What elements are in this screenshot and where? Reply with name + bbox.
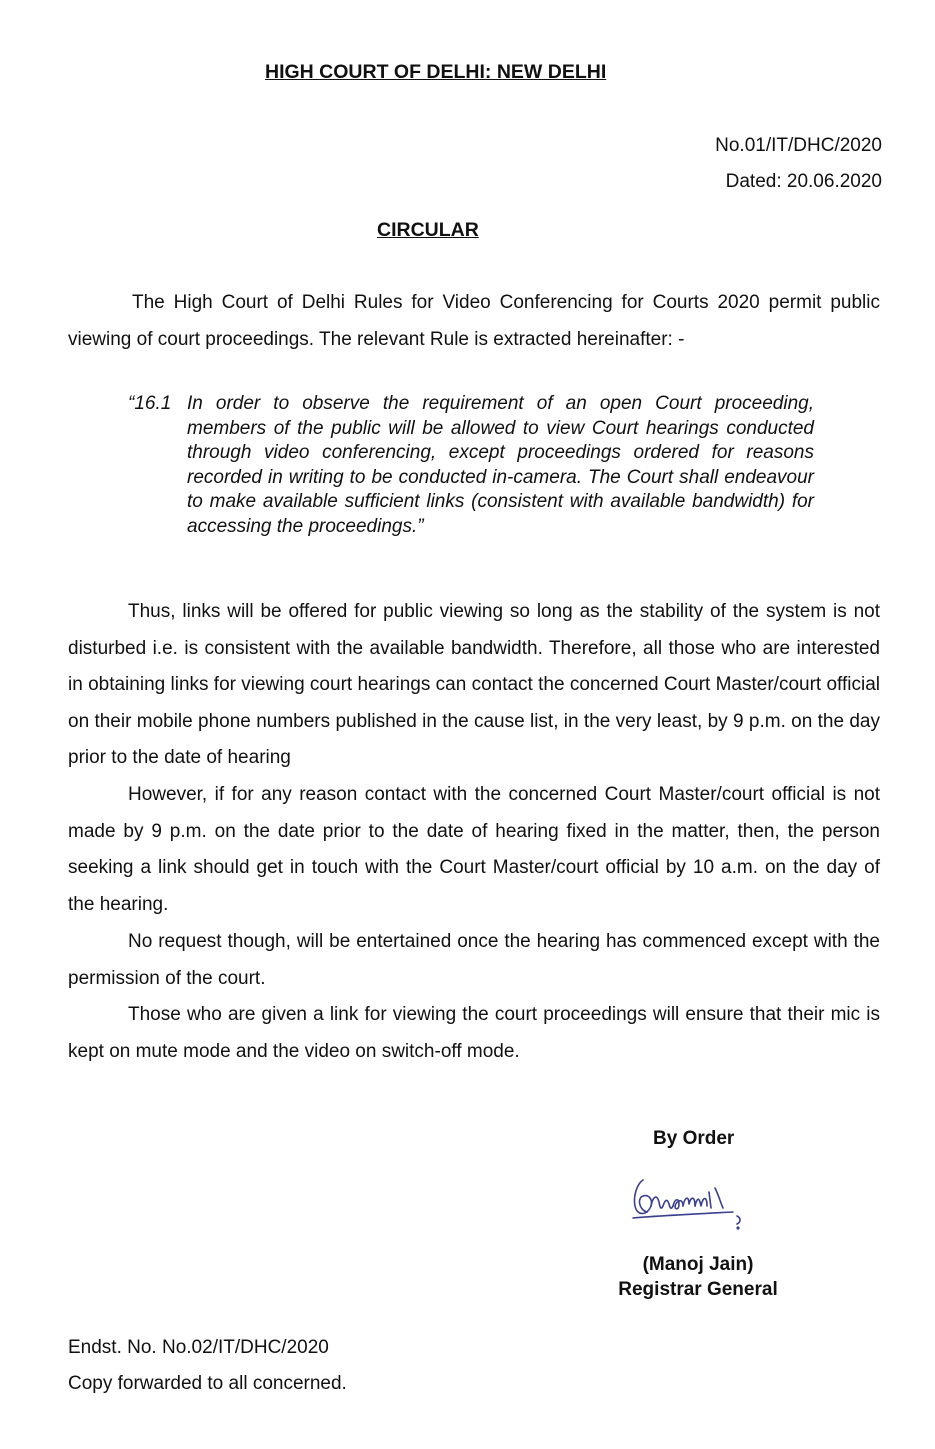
signatory-designation: Registrar General [618, 1279, 778, 1300]
rule-quote [128, 392, 814, 539]
intro-paragraph: The High Court of Delhi Rules for Video Conferencing for Courts 2020 permit public viewing of court proceedings. The relevant Rule is extracted hereinafter: - [68, 292, 880, 350]
endorsement-number: Endst. No. No.02/IT/DHC/2020 [68, 1337, 329, 1358]
copy-forwarded-note: Copy forwarded to all concerned. [68, 1373, 347, 1394]
body-paragraph-4: Those who are given a link for viewing the court proceedings will ensure that their mic is kept on mute mode and the video on switch-off mode. [68, 1004, 880, 1062]
endorsement-block [68, 1330, 347, 1402]
circular-date: Dated: 20.06.2020 [725, 171, 882, 192]
signatory-block [598, 1252, 798, 1302]
body-paragraph-2: However, if for any reason contact with the concerned Court Master/court official is not made by 9 p.m. on the date prior to the date of hearing fixed in the matter, then, the person seeking a link should get in touch with the Court Master/court official by 10 a.m. on the day of the hearing. [68, 784, 880, 915]
by-order-label: By Order [653, 1128, 735, 1149]
rule-text: In order to observe the requirement of an open Court proceeding, members of the public will be allowed to view Court hearings conducted through video conferencing, except proceedings ordered for reasons recorded in writing to be conducted in-camera. The Court shall endeavour to make available sufficient links (consistent with available bandwidth) for accessing the proceedings.” [187, 393, 814, 537]
body-paragraph-3: No request though, will be entertained once the hearing has commenced except with the permission of the court. [68, 931, 880, 989]
body-paragraph-1: Thus, links will be offered for public viewing so long as the stability of the system is not disturbed i.e. is consistent with the available bandwidth. Therefore, all those who are interested in obtaining links for viewing court hearings can contact the concerned Court Master/court official on their mobile phone numbers published in the cause list, in the very least, by 9 p.m. on the day prior to the date of hearing [68, 601, 880, 768]
reference-number: No.01/IT/DHC/2020 [715, 135, 882, 156]
circular-title: CIRCULAR [377, 219, 479, 241]
handwritten-signature [625, 1166, 755, 1232]
court-heading: HIGH COURT OF DELHI: NEW DELHI [265, 61, 607, 83]
rule-number: “16.1 [128, 393, 172, 414]
signatory-name: (Manoj Jain) [642, 1254, 754, 1275]
